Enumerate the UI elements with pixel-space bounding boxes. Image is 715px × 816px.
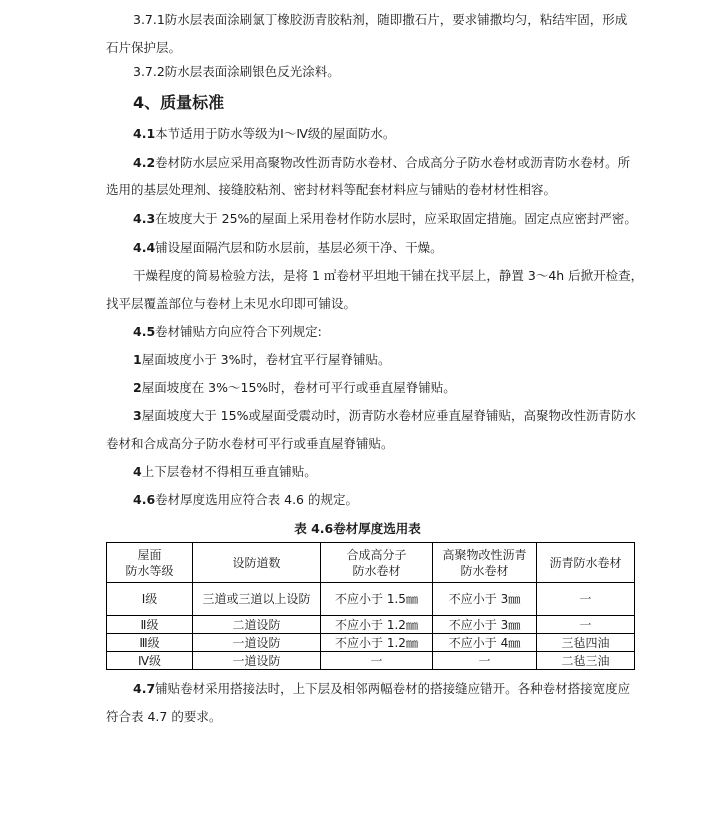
rule-text: 上下层卷材不得相互垂直铺贴。 xyxy=(141,464,317,479)
table-cell: Ⅰ级 xyxy=(107,583,193,616)
table-cell: Ⅱ级 xyxy=(107,616,193,634)
paragraph-4-4 xyxy=(133,240,443,256)
paragraph-4-2-line1 xyxy=(133,155,630,171)
clause-number: 4.1 xyxy=(133,126,156,141)
clause-number: 4.4 xyxy=(133,240,156,255)
table-cell: 一 xyxy=(537,583,635,616)
header-defense-layers: 设防道数 xyxy=(193,543,321,583)
table-cell: 一 xyxy=(537,616,635,634)
rule-number: 4 xyxy=(133,464,142,479)
table-caption-number: 表 4.6 xyxy=(294,521,334,536)
table-row xyxy=(107,634,635,652)
clause-number: 4.3 xyxy=(133,211,156,226)
paragraph-4-4-note-line2: 找平层覆盖部位与卷材上未见水印即可铺设。 xyxy=(106,296,357,311)
table-cell: 一道设防 xyxy=(193,634,321,652)
paragraph-4-7-line2: 符合表 4.7 的要求。 xyxy=(106,709,222,724)
rule-text: 屋面坡度大于 15%或屋面受震动时，沥青防水卷材应垂直屋脊铺贴，高聚物改性沥青防水 xyxy=(141,408,636,423)
clause-text: 本节适用于防水等级为Ⅰ～Ⅳ级的屋面防水。 xyxy=(155,126,396,141)
paragraph-4-5 xyxy=(133,324,322,340)
clause-number: 4.5 xyxy=(133,324,156,339)
paragraph-4-6 xyxy=(133,492,358,508)
table-cell: 三毡四油 xyxy=(537,634,635,652)
clause-text: 铺贴卷材采用搭接法时，上下层及相邻两幅卷材的搭接缝应错开。各种卷材搭接宽度应 xyxy=(155,681,631,696)
paragraph-3-7-1-line2: 石片保护层。 xyxy=(106,40,182,55)
rule-text: 屋面坡度在 3%～15%时，卷材可平行或垂直屋脊铺贴。 xyxy=(141,380,456,395)
header-asphalt-membrane: 沥青防水卷材 xyxy=(537,543,635,583)
table-cell: 不应小于 3㎜ xyxy=(433,616,537,634)
table-cell: 不应小于 1.2㎜ xyxy=(321,634,433,652)
rule-1 xyxy=(133,352,391,368)
table-header-row xyxy=(107,543,635,583)
rule-4 xyxy=(133,464,317,480)
header-polymer-membrane: 合成高分子 防水卷材 xyxy=(321,543,433,583)
table-caption-title: 卷材厚度选用表 xyxy=(333,521,421,536)
rule-3-line2: 卷材和合成高分子防水卷材可平行或垂直屋脊铺贴。 xyxy=(106,436,394,451)
table-cell: Ⅳ级 xyxy=(107,652,193,670)
table-cell: 不应小于 1.5㎜ xyxy=(321,583,433,616)
paragraph-3-7-2: 3.7.2防水层表面涂刷银色反光涂料。 xyxy=(133,64,340,79)
clause-number: 4.7 xyxy=(133,681,156,696)
paragraph-4-3 xyxy=(133,211,637,227)
table-cell: 不应小于 1.2㎜ xyxy=(321,616,433,634)
rule-number: 3 xyxy=(133,408,142,423)
table-cell: 一 xyxy=(321,652,433,670)
clause-text: 在坡度大于 25%的屋面上采用卷材作防水层时，应采取固定措施。固定点应密封严密。 xyxy=(155,211,637,226)
table-cell: 二道设防 xyxy=(193,616,321,634)
table-cell: 三道或三道以上设防 xyxy=(193,583,321,616)
paragraph-4-7-line1 xyxy=(133,681,630,697)
table-cell: 一 xyxy=(433,652,537,670)
rule-number: 2 xyxy=(133,380,142,395)
table-cell: Ⅲ级 xyxy=(107,634,193,652)
paragraph-4-4-note-line1: 干燥程度的简易检验方法，是将 1 ㎡卷材平坦地干铺在找平层上，静置 3～4h 后掀开检查， xyxy=(133,268,644,283)
table-cell: 不应小于 3㎜ xyxy=(433,583,537,616)
table-row xyxy=(107,616,635,634)
table-row xyxy=(107,583,635,616)
table-row xyxy=(107,652,635,670)
rule-3-line1 xyxy=(133,408,636,424)
membrane-thickness-table xyxy=(106,542,635,670)
rule-2 xyxy=(133,380,456,396)
section-heading: 4、质量标准 xyxy=(133,93,225,112)
table-caption xyxy=(0,519,715,537)
clause-text: 卷材防水层应采用高聚物改性沥青防水卷材、合成高分子防水卷材或沥青防水卷材。所 xyxy=(155,155,631,170)
clause-number: 4.2 xyxy=(133,155,156,170)
header-modified-asphalt-membrane: 高聚物改性沥青 防水卷材 xyxy=(433,543,537,583)
clause-text: 铺设屋面隔汽层和防水层前，基层必须干净、干燥。 xyxy=(155,240,443,255)
table-cell: 二毡三油 xyxy=(537,652,635,670)
header-waterproof-grade: 屋面 防水等级 xyxy=(107,543,193,583)
table-cell: 一道设防 xyxy=(193,652,321,670)
paragraph-4-1 xyxy=(133,126,395,142)
paragraph-4-2-line2: 选用的基层处理剂、接缝胶粘剂、密封材料等配套材料应与铺贴的卷材材性相容。 xyxy=(106,182,557,197)
paragraph-3-7-1-line1: 3.7.1防水层表面涂刷氯丁橡胶沥青胶粘剂，随即撒石片，要求铺撒均匀，粘结牢固，形成 xyxy=(133,12,628,27)
clause-text: 卷材厚度选用应符合表 4.6 的规定。 xyxy=(155,492,358,507)
table-cell: 不应小于 4㎜ xyxy=(433,634,537,652)
rule-number: 1 xyxy=(133,352,142,367)
rule-text: 屋面坡度小于 3%时，卷材宜平行屋脊铺贴。 xyxy=(141,352,391,367)
clause-text: 卷材铺贴方向应符合下列规定: xyxy=(155,324,322,339)
clause-number: 4.6 xyxy=(133,492,156,507)
